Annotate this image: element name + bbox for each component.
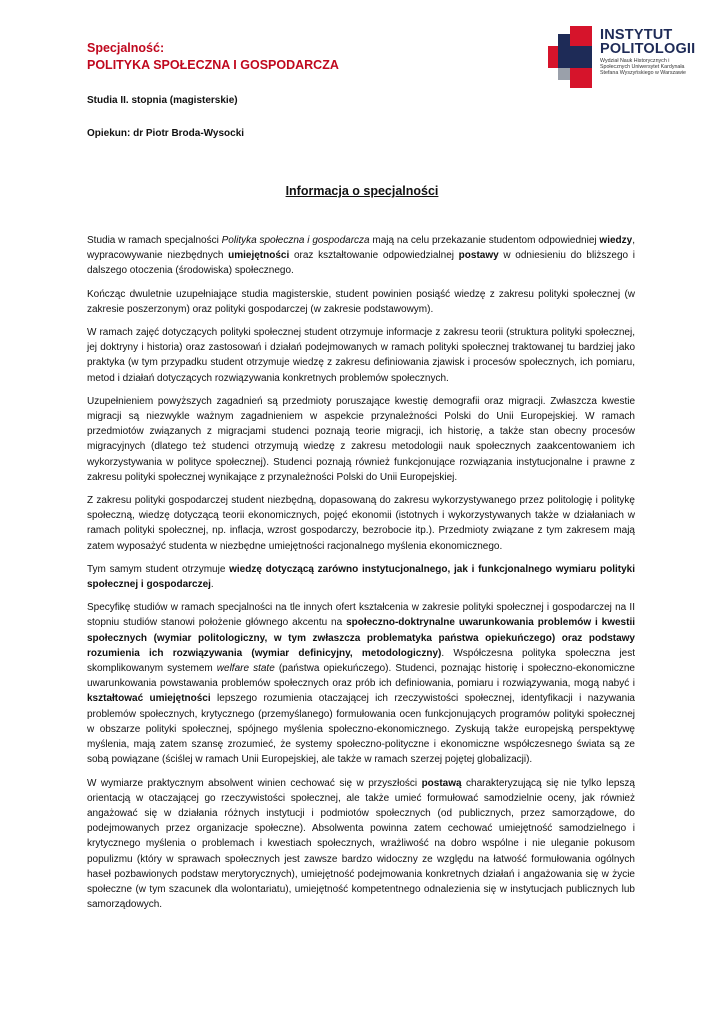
logo-name-line1: INSTYTUT	[600, 27, 673, 43]
text-run: Z zakresu polityki gospodarczej student niezbędną, dopasowaną do zakresu wykorzystywanego przez politologię i politykę społeczną, wiedzę dotyczącą teorii ekonomicznych, pojęć ekonomii (istotnych i wykorzystywanych także w działaniach w ramach polityki społecznej, np. inflacja, wzrost gospodarczy, bezrobocie itp.). Przedmioty związane z tym zakresem mają zatem wyposażyć studenta w niezbędne umiejętności racjonalnego myślenia ekonomicznego.	[87, 495, 635, 552]
text-run: (państwa opiekuńczego). Studenci, poznając historię i społeczno-ekonomiczne uwarunkowania powstawania problemów społecznych oraz prób ich definiowania, pomiaru i rozwiązywania, mogą nabyć i	[87, 663, 635, 690]
specialization-label: Specjalność:	[87, 41, 165, 55]
paragraph	[87, 325, 635, 386]
bold-run: postawy	[458, 250, 499, 262]
text-run: , wypracowywanie niezbędnych	[87, 235, 635, 262]
specialization-name: POLITYKA SPOŁECZNA I GOSPODARCZA	[87, 58, 339, 72]
text-run: Kończąc dwuletnie uzupełniające studia magisterskie, student powinien posiąść wiedzę z zakresu polityki społecznej (w zakresie poszerzonym) oraz polityki gospodarczej (w zakresie podstawowym).	[87, 288, 635, 315]
bold-run: wiedzy	[599, 235, 633, 246]
section-heading: Informacja o specjalności	[285, 184, 439, 198]
paragraph	[87, 600, 635, 767]
body-text	[87, 233, 635, 920]
paragraph	[87, 776, 635, 913]
logo-name	[600, 28, 695, 56]
text-run: . Współczesna polityka społeczna jest skomplikowanym systemem	[87, 647, 636, 675]
logo-mark-icon	[548, 24, 596, 92]
text-run: W wymiarze praktycznym absolwent winien cechować się w przyszłości	[87, 777, 422, 789]
paragraph	[87, 287, 635, 317]
study-level: Studia II. stopnia (magisterskie)	[87, 95, 238, 106]
text-run: W ramach zajęć dotyczących polityki społecznej student otrzymuje informacje z zakresu teorii (struktura polityki społecznej, jej doktryny i historia) oraz zastosowań i działań podejmowanych w ramach polityki społecznej traktowanej tu bardziej jako praktyka (w tym przypadku student otrzymuje wiedzę z zakresu definiowania zjawisk i procesów społecznych, ich pomiaru, metod i działań dotyczących rozwiązywania konkretnych problemów społecznych.	[87, 327, 635, 384]
text-run: Tym samym student otrzymuje	[87, 563, 230, 575]
logo-subtitle: Wydział Nauk Historycznych i Społecznych Uniwersytet Kardynała Stefana Wyszyńskiego w Warszawie	[600, 58, 687, 76]
text-run: charakteryzującą się nie tylko lepszą orientacją w otaczającej go rzeczywistości społecznej, ale także umieć formułować samodzielnie oceny, jak również angażować się w działania różnych instytucji i podmiotów społecznych (od publicznych, przez samorządowe, do podejmowanych przez organizacje społeczne). Absolwenta powinna zatem cechować umiejętność samodzielnego i krytycznego myślenia o problemach i kwestiach społecznych, wrażliwość na dobro wspólne i nie uleganie pokusom populizmu (który w sprawach społecznych jest zawsze bardzo widoczny ze względu na łatwość formułowania ogólnych haseł pozbawionych podstaw merytorycznych), umiejętność podejmowania konkretnych działań i angażowania się w życie społeczne (w tym szacunek dla wolontariatu), umiejętność kompetentnego odnalezienia się w instytucjach publicznych lub samorządowych.	[87, 777, 635, 911]
text-run: w odniesieniu do bliższego i dalszego otoczenia (środowiska) społecznego.	[87, 250, 635, 277]
supervisor: Opiekun: dr Piotr Broda-Wysocki	[87, 128, 245, 139]
bold-run: społeczno-doktrynalne uwarunkowania problemów i kwestii społecznych (wymiar politologiczny, w tym zwłaszcza problematyka państwa opiekuńczego) oraz podstawy rozumienia ich rozwiązywania (wymiar definicyjny, metodologiczny)	[87, 617, 636, 659]
paragraph	[87, 233, 635, 279]
bold-run: postawą	[421, 777, 462, 789]
specialization-title	[87, 40, 339, 74]
text-run: lepszego rozumienia otaczającej ich rzeczywistości społecznej, identyfikacji i nazywania problemów społecznych, krytycznego (przemyślanego) formułowania ocen funkcjonujących programów polityki społecznej w obszarze polityki społecznej, spójnego myślenia społeczno-ekonomicznego. Zyskują także europejską perspektywę myślenia, mają zatem szansę zrozumieć, że systemy społeczno-polityczne i ekonomiczne współczesnego świata są ze sobą powiązane (ściślej w ramach Unii Europejskiej, ale także w ramach szerzej pojętej globalizacji).	[87, 693, 635, 766]
bold-run: kształtować umiejętności	[87, 693, 211, 705]
paragraph	[87, 562, 635, 592]
text-run: Uzupełnieniem powyższych zagadnień są przedmioty poruszające kwestię demografii oraz migracji. Zwłaszcza kwestie migracji są niezwykle ważnym zagadnieniem w aspekcie przynależności Polski do Unii Europejskiej. W ramach przedmiotów związanych z migracjami studenci poznają teorie migracji, ich historię, a także stan obecny procesów migracyjnych (dlatego też studenci otrzymują wiedzę z zakresu metodologii nauk społecznych zaakcentowaniem ich wykorzystywania w polityce społecznej). Studenci poznają również funkcjonujące rozwiązania instytucjonalne i prawne z zakresu polityki społecznej wynikające z przynależności Polski do Unii Europejskiej.	[87, 395, 635, 483]
institute-logo	[548, 24, 698, 96]
text-run: .	[210, 579, 214, 591]
italic-run: welfare state	[216, 663, 275, 675]
italic-run: Polityka społeczna i gospodarcza	[221, 235, 370, 246]
paragraph	[87, 493, 635, 554]
text-run: Studia w ramach specjalności	[87, 235, 222, 246]
bold-run: umiejętności	[228, 250, 290, 262]
logo-name-line2: POLITOLOGII	[600, 41, 696, 57]
bold-run: wiedzę dotyczącą zarówno instytucjonalnego, jak i funkcjonalnego wymiaru polityki społecznej i gospodarczej	[87, 563, 635, 591]
text-run: mają na celu przekazanie studentom odpowiedniej	[369, 235, 600, 246]
text-run: Specyfikę studiów w ramach specjalności na tle innych ofert kształcenia w zakresie polityki społecznej i gospodarczej na II stopniu studiów stanowi położenie głównego akcentu na	[87, 602, 635, 629]
paragraph	[87, 394, 635, 485]
text-run: oraz kształtowanie odpowiedzialnej	[289, 250, 459, 262]
